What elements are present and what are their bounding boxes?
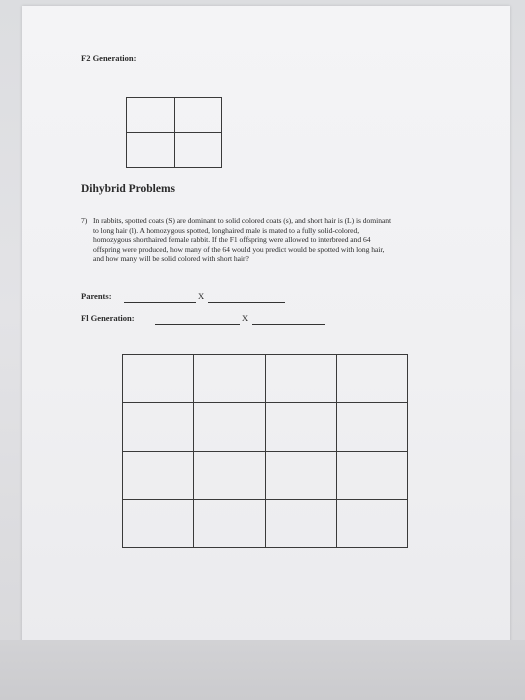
f2-generation-label: F2 Generation:: [81, 53, 137, 63]
question-line: In rabbits, spotted coats (S) are dominant to solid colored coats (s), and short hair is (L) is dominant: [93, 216, 392, 225]
punnett-cell[interactable]: [123, 451, 194, 499]
punnett-cell[interactable]: [127, 133, 175, 168]
screen-bottom-edge: [0, 640, 525, 700]
punnett-cell[interactable]: [265, 403, 336, 451]
punnett-cell[interactable]: [336, 451, 407, 499]
punnett-cell[interactable]: [194, 403, 265, 451]
punnett-cell[interactable]: [194, 355, 265, 403]
question-text: [93, 216, 498, 264]
question-number: 7): [81, 216, 88, 225]
question-line: homozygous shorthaired female rabbit. If the F1 offspring were allowed to interbreed and 64: [93, 235, 371, 245]
punnett-cell[interactable]: [174, 98, 222, 133]
punnett-cell[interactable]: [194, 451, 265, 499]
punnett-cell[interactable]: [336, 403, 407, 451]
parent-2-blank[interactable]: [208, 302, 285, 303]
punnett-cell[interactable]: [265, 499, 336, 547]
punnett-cell[interactable]: [265, 355, 336, 403]
question-line: to long hair (l). A homozygous spotted, longhaired male is mated to a fully solid-colored,: [93, 225, 360, 235]
punnett-cell[interactable]: [123, 403, 194, 451]
parents-label: Parents:: [81, 291, 112, 301]
question-line: and how many will be solid colored with short hair?: [93, 254, 249, 264]
f1-parent-2-blank[interactable]: [252, 324, 325, 325]
punnett-cell[interactable]: [127, 98, 175, 133]
punnett-cell[interactable]: [123, 499, 194, 547]
punnett-cell[interactable]: [123, 355, 194, 403]
f1-generation-label: Fl Generation:: [81, 313, 135, 323]
cross-symbol: X: [198, 291, 205, 301]
f1-parent-1-blank[interactable]: [155, 324, 240, 325]
cross-symbol: X: [242, 313, 249, 323]
f1-punnett-square-4x4: [122, 354, 408, 548]
punnett-cell[interactable]: [336, 355, 407, 403]
punnett-cell[interactable]: [336, 499, 407, 547]
f2-punnett-square-2x2: [126, 97, 222, 168]
worksheet-page: [22, 6, 510, 646]
punnett-cell[interactable]: [194, 499, 265, 547]
section-title: Dihybrid Problems: [81, 183, 176, 195]
parent-1-blank[interactable]: [124, 302, 196, 303]
punnett-cell[interactable]: [265, 451, 336, 499]
question-line: offspring were produced, how many of the 64 would you predict would be spotted with long hair,: [93, 244, 385, 254]
punnett-cell[interactable]: [174, 133, 222, 168]
